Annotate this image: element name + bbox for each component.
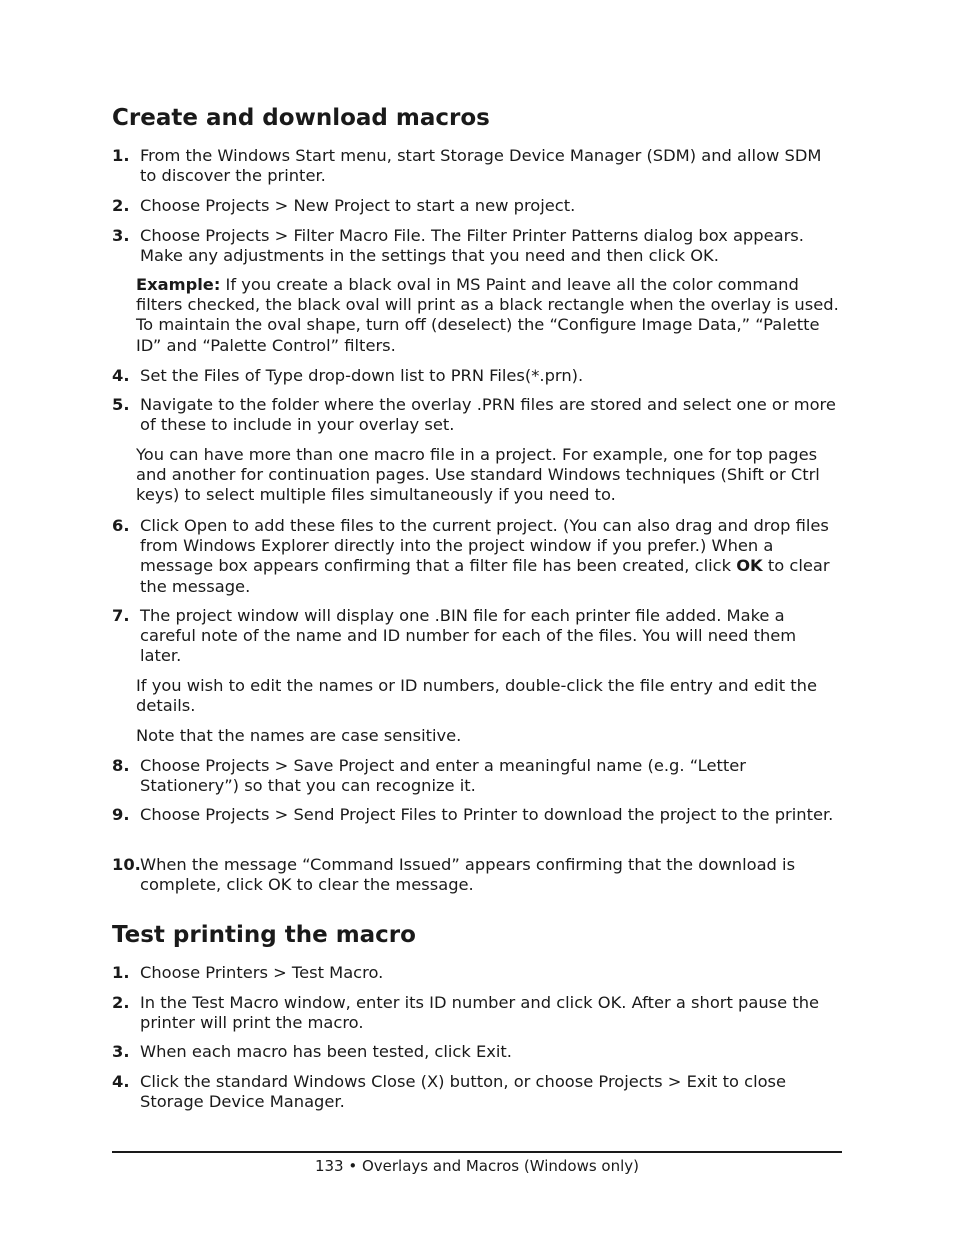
test-step-1 [112, 963, 842, 983]
step-number: 1. [112, 146, 130, 165]
step-number: 8. [112, 756, 130, 775]
step-6 [112, 516, 842, 597]
page-footer: 133 • Overlays and Macros (Windows only) [314, 1157, 640, 1175]
step-7 [112, 606, 842, 667]
example-paragraph [136, 275, 842, 356]
step-number: 1. [112, 963, 130, 982]
step-text: Choose Projects > Filter Macro File. The Filter Printer Patterns dialog box appears. Make any adjustments in the settings that you need and then click OK. [140, 226, 804, 266]
test-step-2 [112, 993, 842, 1033]
step-text: Navigate to the folder where the overlay .PRN files are stored and select one or more of these to include in your overlay set. [140, 395, 836, 435]
step-10 [112, 855, 842, 895]
step-text: From the Windows Start menu, start Storage Device Manager (SDM) and allow SDM to discover the printer. [140, 146, 822, 186]
step-number: 9. [112, 805, 130, 824]
step-number: 2. [112, 196, 130, 215]
step-2 [112, 196, 842, 216]
section-title-test-printing: Test printing the macro [112, 922, 416, 948]
step-3 [112, 226, 842, 266]
example-label: Example: [136, 275, 221, 294]
step-number: 7. [112, 606, 130, 625]
step-text: Choose Printers > Test Macro. [140, 963, 384, 982]
step-9 [112, 805, 842, 825]
step-5 [112, 395, 842, 435]
step-text: Choose Projects > Save Project and enter a meaningful name (e.g. “Letter Stationery”) so that you can recognize it. [140, 756, 746, 796]
note-case-sensitive: Note that the names are case sensitive. [136, 726, 462, 745]
step-text: Click Open to add these files to the current project. (You can also drag and drop files from Windows Explorer directly into the project window if you prefer.) When a message box appears confirming that a filter file has been created, click OK to clear the message. [140, 516, 830, 596]
note-multiple-files: You can have more than one macro file in a project. For example, one for top pages and another for continuation pages. Use standard Windows techniques (Shift or Ctrl keys) to select multiple files simultaneously if you need to. [136, 445, 820, 505]
step-text: Set the Files of Type drop-down list to PRN Files(*.prn). [140, 366, 584, 385]
step-number: 6. [112, 516, 130, 535]
step-text: Choose Projects > Send Project Files to Printer to download the project to the printer. [140, 805, 834, 824]
step-text: Choose Projects > New Project to start a new project. [140, 196, 576, 215]
section-title-create-download: Create and download macros [112, 105, 490, 131]
step-number: 4. [112, 366, 130, 385]
step-number: 3. [112, 226, 130, 245]
ok-emphasis: OK [736, 556, 763, 576]
step-1 [112, 146, 842, 186]
step-text: In the Test Macro window, enter its ID number and click OK. After a short pause the printer will print the macro. [140, 993, 820, 1033]
step-number: 10. [112, 855, 141, 874]
step-4 [112, 366, 842, 386]
footer-divider [112, 1151, 842, 1153]
test-step-4 [112, 1072, 842, 1112]
step-text: The project window will display one .BIN file for each printer file added. Make a careful note of the name and ID number for each of the files. You will need them later. [140, 606, 797, 666]
test-step-3 [112, 1042, 842, 1062]
step-text: When each macro has been tested, click Exit. [140, 1042, 512, 1061]
step-number: 2. [112, 993, 130, 1012]
step-number: 3. [112, 1042, 130, 1061]
step-text: When the message “Command Issued” appears confirming that the download is complete, click OK to clear the message. [140, 855, 796, 895]
example-text: If you create a black oval in MS Paint and leave all the color command filters checked, the black oval will print as a black rectangle when the overlay is used. To maintain the oval shape, turn off (deselect) the “Configure Image Data,” “Palette ID” and “Palette Control” filters. [136, 275, 839, 355]
step-text: Click the standard Windows Close (X) button, or choose Projects > Exit to close Storage Device Manager. [140, 1072, 787, 1112]
step-number: 5. [112, 395, 130, 414]
note-edit-names: If you wish to edit the names or ID numbers, double-click the file entry and edit the details. [136, 676, 817, 716]
step-number: 4. [112, 1072, 130, 1091]
step-8 [112, 756, 842, 796]
